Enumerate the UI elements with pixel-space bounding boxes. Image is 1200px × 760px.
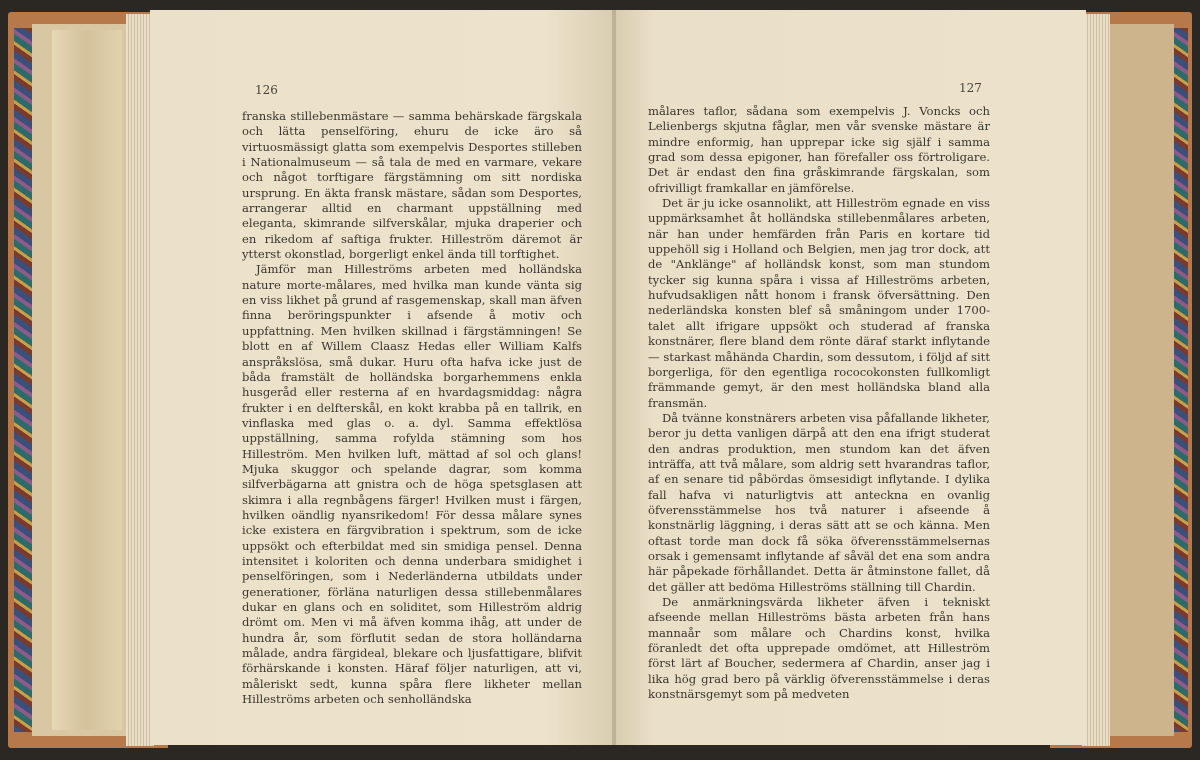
paragraph: målares taflor, sådana som exempelvis J. Voncks och Lelienbergs skjutna fåglar, men vår svenske mästare är mindre enformig, han upprepar icke sig själf i samma grad som dessa epigoner, han förefaller oss förtroligare. Det är endast den fina gråskimrande färgskalan, som ofrivilligt framkallar en jämförelse. [648, 104, 990, 195]
body-text [648, 104, 990, 702]
paragraph: Jämför man Hilleströms arbeten med holländska nature morte-målares, med hvilka man kunde vänta sig en viss likhet på grund af rasgemenskap, skall man äfven finna beröringspunkter i afsende å motiv och uppfattning. Men hvilken skillnad i färgstämningen! Se blott en af Willem Claasz Hedas eller William Kalfs anspråkslösa, små dukar. Huru ofta hafva icke just de båda framstält de holländska borgarhemmens enkla husgeråd eller resterna af en hvardagsmiddag: några frukter i en delfterskål, en kokt krabba på en tallrik, en vinflaska med glas o. a. dyl. Samma effektlösa uppställning, samma rofylda stämning som hos Hilleström. Men hvilken luft, mättad af sol och glans! Mjuka skuggor och spelande dagrar, som komma silfverbägarna att gnistra och de höga spetsglasen att skimra i alla regnbågens färger! Hvilken must i färgen, hvilken oändlig nyansrikedom! För dessa målare synes icke existera en färgvibration i spektrum, som de icke uppsökt och efterbildat med sin smidiga pensel. Denna intensitet i koloriten och denna underbara smidighet i penselföringen, som i Nederländerna utbildats under generationer, förläna naturligen dessa stillebenmålares dukar en glans och en soliditet, som Hilleström aldrig drömt om. Men vi må äfven komma ihåg, att under de hundra år, som förflutit sedan de stora holländarna målade, andra färgideal, blekare och ljusfattigare, blifvit förhärskande i konsten. Häraf följer naturligen, att vi, måleriskt sedt, kunna spåra flere likheter mellan Hilleströms arbeten och senholländska [242, 262, 582, 707]
paragraph: Då tvänne konstnärers arbeten visa påfallande likheter, beror ju detta vanligen därpå att den ena ifrigt studerat den andras produktion, men stundom kan det äfven inträffa, att två målare, som aldrig sett hvarandras taflor, af en senare tid påbördas ömsesidigt inflytande. I dylika fall hafva vi naturligtvis att anteckna en ovanlig öfverensstämmelse hos två naturer i afseende å konstnärlig läggning, i deras sätt att se och känna. Men oftast torde man dock få söka öfverensstämmelsernas orsak i gemensamt inflytande af såväl det ena som andra här påpekade förhållandet. Detta är åtminstone fallet, då det gäller att bedöma Hilleströms ställning till Chardin. [648, 410, 990, 594]
paragraph: De anmärkningsvärda likheter äfven i tekniskt afseende mellan Hilleströms bästa arbeten från hans mannaår som målare och Chardins konst, hvilka föranledt det ofta upprepade omdömet, att Hilleström först lärt af Boucher, sedermera af Chardin, anser jag i lika hög grad bero på värklig öfverensstämmelse i deras konstnärsgemyt som på medveten [648, 595, 990, 702]
page-number: 127 [959, 81, 982, 95]
left-page [150, 10, 614, 745]
right-page [616, 10, 1086, 745]
paragraph: franska stillebenmästare — samma behärskade färgskala och lätta penselföring, ehuru de icke äro så virtuosmässigt glatta som exempelvis Desportes stilleben i Nationalmuseum — så tala de med en varmare, vekare och något torftigare färgstämning om sitt nordiska ursprung. En äkta fransk mästare, sådan som Desportes, arrangerar alltid en charmant uppställning med eleganta, skimrande silfverskålar, mjuka draperier och en rikedom af saftiga frukter. Hilleström däremot är ytterst okonstlad, borgerligt enkel ända till torftighet. [242, 109, 582, 262]
tissue-guard [52, 30, 122, 730]
page-number: 126 [255, 83, 278, 97]
page-edges-right [1082, 14, 1110, 746]
body-text [242, 109, 582, 707]
flyleaf-right [1108, 24, 1174, 736]
paragraph: Det är ju icke osannolikt, att Hilleström egnade en viss uppmärksamhet åt holländska stillebenmålares arbeten, när han under hemfärden från Paris en kortare tid uppehöll sig i Holland och Belgien, men jag tror dock, att de "Anklänge" af holländsk konst, som man stundom tycker sig kunna spåra i vissa af Hilleströms arbeten, hufvudsakligen nått honom i fransk öfversättning. Den nederländska konsten blef så småningom under 1700-talet allt ifrigare uppsökt och studerad af franska konstnärer, flere bland dem rönte däraf starkt inflytande — starkast måhända Chardin, som dessutom, i följd af sitt borgerliga, för den egentliga rococokonsten fullkomligt främmande gemyt, är den mest holländska bland alla fransmän. [648, 196, 990, 410]
